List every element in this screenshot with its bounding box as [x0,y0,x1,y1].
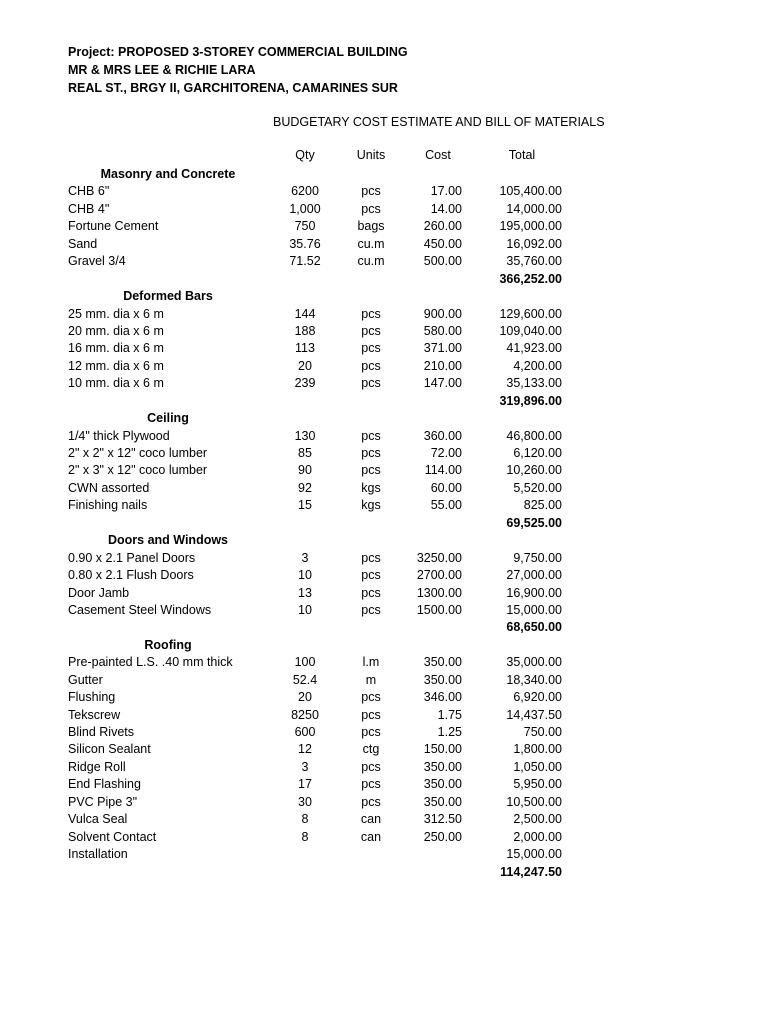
item-cost: 55.00 [430,498,462,513]
item-name: 10 mm. dia x 6 m [68,376,164,391]
item-name: CHB 4" [68,201,110,216]
item-total: 10,500.00 [506,794,562,809]
item-qty: 113 [295,341,315,356]
item-total: 15,000.00 [506,847,562,862]
item-total: 129,600.00 [499,306,562,321]
item-qty: 3 [301,550,309,565]
item-name: Casement Steel Windows [68,602,212,617]
item-cost: 210.00 [423,358,462,373]
item-total: 5,520.00 [513,480,562,495]
item-qty: 15 [298,498,312,513]
item-name: Tekscrew [68,707,121,722]
project-title: Project: PROPOSED 3-STOREY COMMERCIAL BUILDING [68,45,408,59]
item-cost: 1300.00 [416,585,462,600]
item-qty: 17 [298,777,312,792]
item-name: Ridge Roll [68,759,126,774]
item-qty: 90 [298,463,312,478]
item-qty: 1,000 [289,201,321,216]
item-total: 10,260.00 [506,463,562,478]
item-name: 0.80 x 2.1 Flush Doors [68,568,194,583]
item-unit: pcs [361,446,381,460]
item-unit: pcs [361,358,381,373]
table-row [0,550,768,567]
column-header-cost: Cost [425,148,451,162]
item-unit: kgs [361,498,381,513]
item-unit: pcs [361,707,381,722]
section-subtotal: 69,525.00 [506,515,562,530]
item-qty: 92 [298,480,312,495]
subtotal-row [0,271,768,288]
item-name: 20 mm. dia x 6 m [68,323,164,338]
item-qty: 10 [298,602,312,617]
table-row [0,741,768,758]
item-unit: pcs [361,323,381,338]
item-unit: pcs [361,184,381,199]
item-total: 1,050.00 [513,759,562,774]
item-unit: pcs [361,777,381,792]
table-row [0,794,768,811]
item-total: 1,800.00 [513,742,562,757]
section-title: Deformed Bars [123,289,213,304]
table-row [0,462,768,479]
item-unit: cu.m [357,236,385,251]
table-row [0,375,768,392]
subtotal-row [0,393,768,410]
section-title: Roofing [144,637,192,652]
table-row [0,306,768,323]
owner-line: MR & MRS LEE & RICHIE LARA [68,63,256,77]
table-row [0,829,768,846]
table-row [0,218,768,235]
section-header-row [0,288,768,305]
item-cost: 500.00 [423,254,462,269]
bill-of-materials-table [0,166,768,881]
item-name: Pre-painted L.S. .40 mm thick [68,655,233,670]
section-subtotal: 68,650.00 [506,620,562,635]
column-header-qty: Qty [295,148,315,162]
item-name: 2" x 2" x 12" coco lumber [68,446,208,460]
item-qty: 35.76 [289,236,321,251]
item-total: 35,133.00 [506,376,562,391]
table-row [0,724,768,741]
item-qty: 85 [298,446,312,460]
item-cost: 450.00 [423,236,462,251]
item-total: 105,400.00 [499,184,562,199]
item-unit: pcs [361,794,381,809]
document-title: BUDGETARY COST ESTIMATE AND BILL OF MATERIALS [273,115,605,129]
item-total: 109,040.00 [499,323,562,338]
item-cost: 2700.00 [416,568,462,583]
item-total: 41,923.00 [506,341,562,356]
item-name: 0.90 x 2.1 Panel Doors [68,550,196,565]
subtotal-row [0,515,768,532]
item-unit: kgs [361,480,381,495]
item-total: 750.00 [523,725,562,739]
item-unit: pcs [361,690,381,705]
item-name: Door Jamb [68,585,130,600]
item-name: 25 mm. dia x 6 m [68,306,164,321]
item-name: 2" x 3" x 12" coco lumber [68,463,208,478]
section-title: Doors and Windows [107,533,229,548]
table-row [0,672,768,689]
table-row [0,707,768,724]
section-title: Ceiling [147,411,189,426]
item-cost: 350.00 [423,655,462,670]
table-row [0,253,768,270]
item-qty: 600 [294,725,316,739]
item-unit: can [360,829,382,844]
section-header-row [0,637,768,654]
subtotal-row [0,619,768,636]
item-cost: 1.75 [437,707,462,722]
item-name: Solvent Contact [68,829,157,844]
item-unit: pcs [361,306,381,321]
table-row [0,759,768,776]
table-row [0,497,768,514]
item-qty: 20 [298,690,312,705]
section-header-row [0,166,768,183]
item-cost: 346.00 [423,690,462,705]
item-total: 195,000.00 [499,219,562,234]
item-name: Blind Rivets [68,725,134,739]
item-name: CHB 6" [68,184,110,199]
item-total: 18,340.00 [506,672,562,687]
item-qty: 20 [298,358,312,373]
item-cost: 1500.00 [416,602,462,617]
table-row [0,480,768,497]
item-unit: pcs [361,550,381,565]
column-header-total: Total [508,148,536,162]
table-row [0,689,768,706]
table-row [0,236,768,253]
item-cost: 350.00 [423,794,462,809]
item-qty: 188 [294,323,316,338]
item-unit: pcs [361,568,381,583]
item-unit: pcs [361,725,381,739]
item-total: 14,000.00 [506,201,562,216]
item-name: 12 mm. dia x 6 m [68,358,164,373]
item-total: 46,800.00 [506,428,562,443]
item-cost: 371.00 [423,341,462,356]
item-cost: 350.00 [423,777,462,792]
item-name: 1/4" thick Plywood [68,428,170,443]
table-row [0,811,768,828]
item-total: 6,120.00 [513,446,562,460]
item-name: CWN assorted [68,480,150,495]
section-subtotal: 366,252.00 [499,271,562,286]
item-name: PVC Pipe 3" [68,794,138,809]
item-qty: 52.4 [292,672,318,687]
item-total: 825.00 [523,498,562,513]
table-row [0,776,768,793]
item-unit: pcs [361,376,381,391]
item-qty: 8250 [291,707,319,722]
item-name: Gravel 3/4 [68,254,126,269]
item-cost: 147.00 [423,376,462,391]
item-unit: pcs [361,463,381,478]
subtotal-row [0,864,768,881]
item-qty: 12 [298,742,312,757]
item-qty: 8 [301,812,309,827]
item-total: 16,092.00 [506,236,562,251]
table-row [0,183,768,200]
item-name: Sand [68,236,98,251]
item-unit: pcs [361,201,381,216]
table-row [0,602,768,619]
table-row [0,654,768,671]
item-name: Gutter [68,672,103,687]
item-total: 4,200.00 [513,358,562,373]
item-cost: 1.25 [437,725,462,739]
item-unit: l.m [362,655,380,670]
item-qty: 100 [294,655,316,670]
item-total: 27,000.00 [506,568,562,583]
item-qty: 144 [294,306,316,321]
table-row [0,358,768,375]
item-cost: 150.00 [423,742,462,757]
item-unit: can [360,812,382,827]
item-cost: 3250.00 [416,550,462,565]
item-qty: 10 [298,568,312,583]
item-total: 35,000.00 [506,655,562,670]
item-total: 16,900.00 [506,585,562,600]
table-row [0,445,768,462]
item-qty: 8 [301,829,309,844]
item-qty: 3 [301,759,309,774]
item-qty: 13 [298,585,312,600]
item-cost: 350.00 [423,672,462,687]
item-total: 9,750.00 [513,550,562,565]
item-unit: pcs [361,602,381,617]
item-cost: 72.00 [430,446,462,460]
table-row [0,201,768,218]
item-qty: 6200 [291,184,319,199]
item-total: 2,500.00 [513,812,562,827]
item-total: 5,950.00 [513,777,562,792]
item-cost: 360.00 [423,428,462,443]
item-cost: 114.00 [424,463,462,478]
item-cost: 17.00 [430,184,462,199]
item-total: 14,437.50 [506,707,562,722]
item-name: Fortune Cement [68,219,159,234]
item-cost: 580.00 [423,323,462,338]
table-row [0,846,768,863]
section-subtotal: 319,896.00 [499,393,562,408]
item-name: Installation [68,847,128,862]
item-name: Silicon Sealant [68,742,151,757]
item-total: 6,920.00 [513,690,562,705]
table-row [0,428,768,445]
table-row [0,323,768,340]
item-name: Vulca Seal [68,812,128,827]
section-subtotal: 114,247.50 [500,864,562,879]
item-cost: 250.00 [423,829,462,844]
item-unit: ctg [362,742,380,757]
item-cost: 900.00 [423,306,462,321]
section-header-row [0,410,768,427]
item-unit: m [365,672,377,687]
section-title: Masonry and Concrete [100,167,236,181]
item-cost: 312.50 [423,812,462,827]
item-total: 2,000.00 [513,829,562,844]
item-total: 15,000.00 [506,602,562,617]
item-cost: 14.00 [430,201,462,216]
item-cost: 60.00 [430,480,462,495]
item-name: 16 mm. dia x 6 m [68,341,164,356]
item-total: 35,760.00 [506,254,562,269]
item-qty: 71.52 [289,254,321,269]
item-cost: 260.00 [423,219,462,234]
item-unit: pcs [361,759,381,774]
item-unit: cu.m [357,254,385,269]
table-row [0,340,768,357]
item-unit: pcs [361,585,381,600]
item-name: Flushing [68,690,116,705]
item-qty: 239 [294,376,316,391]
item-unit: pcs [361,428,381,443]
item-unit: pcs [361,341,381,356]
column-header-units: Units [356,148,386,162]
section-header-row [0,532,768,549]
item-qty: 30 [298,794,312,809]
item-cost: 350.00 [423,759,462,774]
item-unit: bags [357,219,385,234]
table-row [0,567,768,584]
item-name: End Flashing [68,777,141,792]
address-line: REAL ST., BRGY II, GARCHITORENA, CAMARINES SUR [68,81,398,95]
item-qty: 750 [294,219,316,234]
item-qty: 130 [294,428,316,443]
item-name: Finishing nails [68,498,148,513]
table-row [0,585,768,602]
